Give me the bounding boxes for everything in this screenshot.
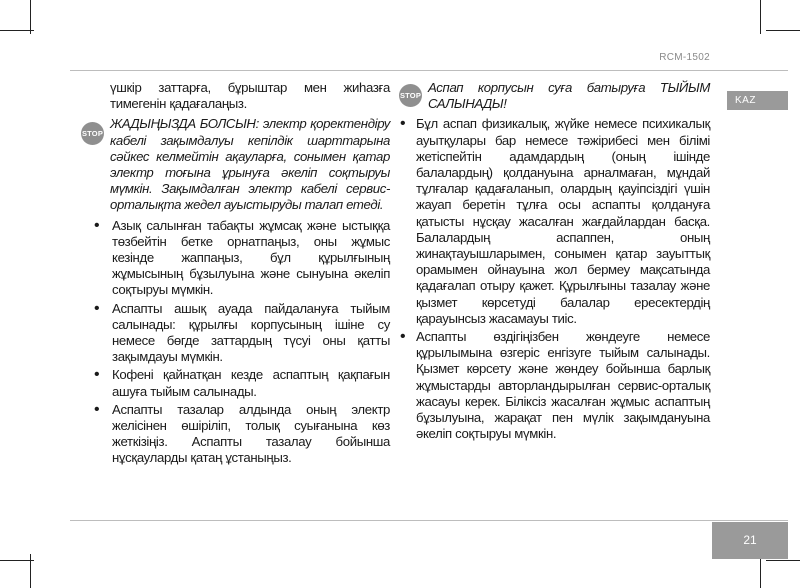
list-item <box>398 329 710 442</box>
intro-paragraph <box>80 80 390 112</box>
list-item <box>398 116 710 327</box>
warning-text: ЖАДЫҢЫЗДА БОЛСЫН: электр қоректендіру кабелі зақымдалуы кепілдік шарттарына сәйкес келмейтін ақауларға, сонымен қатар электр тоғына ұрынуға әкеліп соқтыруы мүмкін. Зақымдалған электр кабелі сервис-орталықта жедел ауыстыруды талап етеді. <box>110 116 390 213</box>
list-item <box>80 367 390 399</box>
crop-mark <box>0 30 34 31</box>
stop-icon: STOP <box>399 84 422 107</box>
bullet-list <box>398 116 710 442</box>
warning-text: Аспап корпусын суға батыруға ТЫЙЫМ САЛЫНАДЫ! <box>428 80 710 112</box>
header-rule <box>70 70 788 71</box>
list-item <box>80 402 390 467</box>
crop-mark <box>760 0 761 34</box>
intro-text: үшкір заттарға, бұрыштар мен жиһазға тимегенін қадағалаңыз. <box>110 80 390 112</box>
page-number: 21 <box>712 522 788 559</box>
list-item-text: Кофені қайнатқан кезде аспаптың қақпағын ашуға тыйым салынады. <box>112 367 390 399</box>
bullet-icon: • <box>94 216 100 234</box>
model-number: RCM-1502 <box>659 52 710 63</box>
footer-rule <box>70 520 788 521</box>
warning-block <box>398 80 710 112</box>
crop-mark <box>760 554 761 588</box>
list-item <box>80 301 390 366</box>
left-column <box>80 80 390 469</box>
bullet-icon: • <box>400 328 406 346</box>
list-item-text: Аспапты тазалар алдында оның электр желісінен өшіріліп, толық суығанына көз жеткізіңіз. Аспапты тазалау бойынша нұсқауларды қатаң ұстаныңыз. <box>112 401 390 466</box>
bullet-icon: • <box>94 299 100 317</box>
stop-icon: STOP <box>81 122 104 145</box>
crop-mark <box>0 560 34 561</box>
bullet-icon: • <box>400 115 406 133</box>
bullet-list <box>80 218 390 467</box>
bullet-icon: • <box>94 366 100 384</box>
language-tab: KAZ <box>727 91 788 110</box>
crop-mark <box>766 560 800 561</box>
list-item-text: Бұл аспап физикалық, жүйке немесе психикалық ауытқулары бар немесе тәжірибесі мен білімі жетіспейтін адамдардың (оның ішінде балалардың) қолдануына арналмаған, мұндай тұлғалар қадағаланып, олардың қауіпсіздігі үшін жауап беретін тұлға осы аспапты қолдануға қатысты нұсқау жасалған жағдайлардан басқа. Балалардың аспаппен, оның жинақтауышларымен, сонымен қатар зауыттық орамымен ойнауына жол бермеу мақсатында қадағалап отыру қажет. Құрылғыны тазалау және қызмет көрсетуді балалар ересектердің қарауынсыз жасамауы тиіс. <box>416 116 710 326</box>
list-item <box>80 218 390 299</box>
right-column <box>398 80 710 444</box>
bullet-icon: • <box>94 400 100 418</box>
crop-mark <box>766 30 800 31</box>
list-item-text: Аспапты ашық ауада пайдалануға тыйым салынады: құрылғы корпусының ішіне су немесе бөгде заттардың түсуі оны қатты зақымдауы мүмкін. <box>112 300 390 365</box>
warning-block <box>80 116 390 213</box>
list-item-text: Азық салынған табақты жұмсақ және ыстыққа төзбейтін бетке орнатпаңыз, оны жұмыс кезінде жаппаңыз, бұл құрылғының жұмысының бұзылуына және сынуына әкеліп соқтыруы мүмкін. <box>112 217 390 298</box>
crop-mark <box>30 0 31 34</box>
list-item-text: Аспапты өздігіңізбен жөндеуге немесе құрылымына өзгеріс енгізуге тыйым салынады. Қызмет көрсету және жөндеу бойынша барлық жұмыстарды авторландырылған сервис-орталық жасауы керек. Біліксіз жасалған жұмыс аспаптың бұзылуына, жарақат пен мүлік зақымдануына әкеліп соқтыруы мүмкін. <box>416 329 710 442</box>
